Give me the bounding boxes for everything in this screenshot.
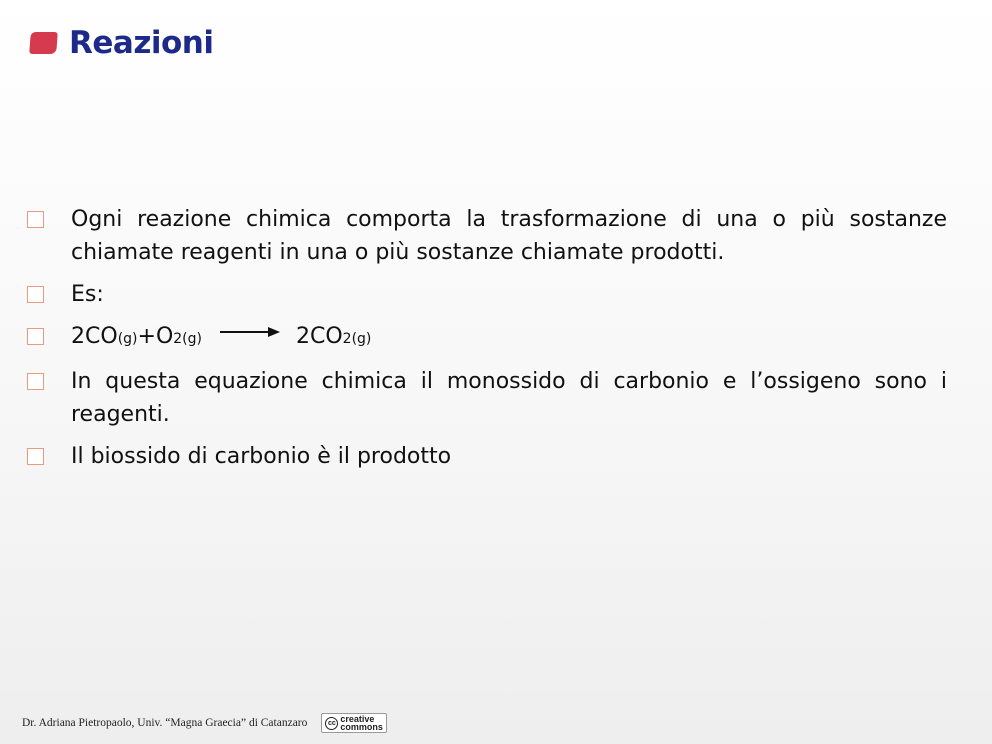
reaction-arrow-icon — [220, 327, 280, 337]
bullet-text: Ogni reazione chimica comporta la trasformazione di una o più sostanze chiamate reagenti in una o più sostanze chiamate prodotti. — [71, 207, 947, 265]
bullet-text: In questa equazione chimica il monossido di carbonio e l’ossigeno sono i reagenti. — [71, 369, 947, 427]
list-item-equation — [27, 320, 947, 356]
product-co2: 2CO — [295, 324, 343, 349]
bullet-box-icon — [27, 286, 44, 303]
slide-title: Reazioni — [69, 25, 214, 61]
reactant-o2-subscript: 2(g) — [173, 331, 202, 347]
list-item — [27, 203, 947, 269]
bullet-box-icon — [27, 373, 44, 390]
bullet-box-icon — [27, 211, 44, 228]
reactant-co-state: (g) — [117, 331, 138, 347]
author-credit: Dr. Adriana Pietropaolo, Univ. “Magna Graecia” di Catanzaro — [22, 717, 308, 729]
list-item — [27, 278, 947, 311]
product-co2-subscript: 2(g) — [342, 331, 372, 347]
list-item — [27, 365, 947, 431]
cc-word-commons: commons — [340, 722, 383, 732]
list-item — [27, 440, 947, 473]
bullet-text: Il biossido di carbonio è il prodotto — [71, 444, 452, 469]
bullet-box-icon — [27, 328, 44, 345]
chemical-equation — [71, 320, 947, 356]
reactant-co: 2CO — [71, 324, 118, 349]
cc-logo-icon: cc — [325, 717, 338, 730]
reactant-o2: O — [155, 324, 174, 349]
bullet-box-icon — [27, 448, 44, 465]
slide-header — [30, 20, 213, 66]
creative-commons-badge — [321, 713, 387, 733]
title-marker-icon — [29, 32, 58, 54]
cc-word-creative: creative — [340, 714, 375, 724]
bullet-list — [27, 203, 947, 482]
slide-footer — [22, 711, 387, 735]
plus-sign: + — [137, 324, 156, 349]
bullet-text: Es: — [71, 282, 104, 307]
